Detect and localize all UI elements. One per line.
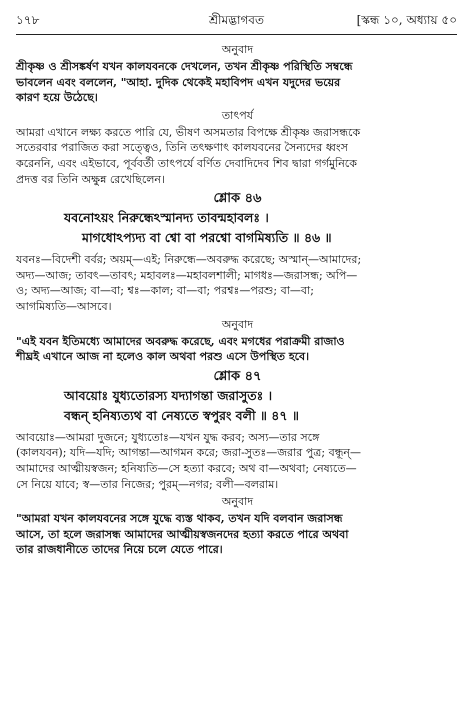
purport-line: আমরা এখানে লক্ষ্য করতে পারি যে, ভীষণ অসমতার বিপক্ষে শ্রীকৃষ্ণ জরাসন্ধকে — [16, 125, 361, 139]
page-number: ১৭৮ — [16, 13, 40, 27]
sloka-46-translation-line: "এই যবন ইতিমধ্যে আমাদের অবরুদ্ধ করেছে, এবং মগধের পরাক্রমী রাজাও — [16, 334, 345, 348]
sloka-47-word-meaning: আবয়োঃ—আমরা দুজনে; যুধ্যতোঃ—যখন যুদ্ধ করব; অস্য—তার সঙ্গে — [16, 430, 320, 444]
sloka-46-word-meaning: ও; অদ্য—আজ; বা—বা; শ্বঃ—কাল; বা—বা; পরশ্বঃ—পরশু; বা—বা; — [16, 284, 314, 298]
sloka-46-translation-line: শীঘ্রই এখানে আজ না হলেও কাল অথবা পরশু এসে উপস্থিত হবে। — [16, 350, 310, 364]
sloka-46-word-meaning: আগমিষ্যতি—আসবে। — [16, 299, 112, 313]
translation-heading: অনুবাদ — [221, 43, 254, 56]
page-content — [16, 40, 459, 711]
purport-line: করেননি, এবং এইভাবে, পূর্ববর্তী তাৎপর্যে বর্ণিত দেবাদিদেব শিব দ্বারা গর্গমুনিকে — [16, 156, 357, 170]
sloka-47-verse-line: বন্ধন্ হনিষ্যত্যথ বা নেষ্যতে স্বপুরং বলী ॥ ৪৭ ॥ — [64, 407, 299, 423]
purport-line: প্রদত্ত বর তিনি অক্ষুন্ন রেখেছিলেন। — [16, 172, 165, 186]
sloka-46-verse-line: যবনোঽয়ং নিরুন্ধেঽস্মানদ্য তাবন্মহাবলঃ । — [64, 210, 269, 226]
sloka-47-word-meaning: আমাদের আত্মীয়স্বজন; হনিষ্যতি—সে হত্যা করবে; অথ বা—অথবা; নেষ্যতে— — [16, 461, 357, 475]
purport-line: সতেরবার পরাজিত করা সত্ত্বেও, তিনি তৎক্ষণাৎ কালযবনের সৈন্যদের ধ্বংস — [16, 141, 348, 155]
sloka-47-translation-heading: অনুবাদ — [221, 495, 254, 509]
sloka-46-word-meaning: অদ্য—আজ; তাবৎ—তাবৎ; মহাবলঃ—মহাবলশালী; মাগধঃ—জরাসন্ধ; অপি— — [16, 268, 358, 282]
sloka-46-heading: শ্লোক ৪৬ — [213, 191, 262, 207]
sloka-46-translation-heading: অনুবাদ — [221, 317, 254, 331]
chapter-reference: [স্কন্ধ ১০, অধ্যায় ৫০ — [356, 13, 457, 27]
translation-line: কারণ হয়ে উঠেছে। — [16, 91, 98, 105]
header-rule — [16, 34, 457, 35]
sloka-47-translation-line: আসে, তা হলে জরাসন্ধ আমাদের আত্মীয়স্বজনদের হত্যা করতে পারে অথবা — [16, 527, 349, 541]
purport-heading: তাৎপর্য — [221, 108, 254, 122]
sloka-47-word-meaning: (কালযবন); যদি—যদি; আগন্তা—আগমন করে; জরা-সুতঃ—জরার পুত্র; বন্ধূন্— — [16, 446, 361, 460]
translation-line: শ্রীকৃষ্ণ ও শ্রীসঙ্কর্ষণ যখন কালযবনকে দেখলেন, তখন শ্রীকৃষ্ণ পরিস্থিতি সম্বন্ধে — [16, 60, 353, 73]
page-header — [16, 12, 457, 32]
sloka-47-translation-line: "আমরা যখন কালযবনের সঙ্গে যুদ্ধে ব্যস্ত থাকব, তখন যদি বলবান জরাসন্ধ — [16, 512, 343, 526]
translation-line: ভাবলেন এবং বললেন, "আহা. দুদিক থেকেই মহাবিপদ এখন যদুদের ভয়ের — [16, 75, 341, 89]
book-title: শ্রীমদ্ভাগবত — [208, 13, 264, 27]
sloka-47-heading: শ্লোক ৪৭ — [213, 368, 262, 384]
sloka-47-word-meaning: সে নিয়ে যাবে; স্ব—তার নিজের; পুরম্—নগর; বলী—বলরাম। — [16, 477, 279, 491]
sloka-46-word-meaning: যবনঃ—বিদেশী বর্বর; অয়ম্—এই; নিরুন্ধে—অবরুদ্ধ করেছে; অস্মান্—আমাদের; — [16, 253, 362, 267]
sloka-46-verse-line: মাগধোঽপ্যদ্য বা শ্বো বা পরশ্বো বাগমিষ্যতি ॥ ৪৬ ॥ — [82, 230, 332, 246]
sloka-47-translation-line: তার রাজধানীতে তাদের নিয়ে চলে যেতে পারে। — [16, 543, 223, 557]
sloka-47-verse-line: আবয়োঃ যুধ্যতোরস্য যদ্যাগন্তা জরাসুতঃ । — [64, 387, 273, 403]
